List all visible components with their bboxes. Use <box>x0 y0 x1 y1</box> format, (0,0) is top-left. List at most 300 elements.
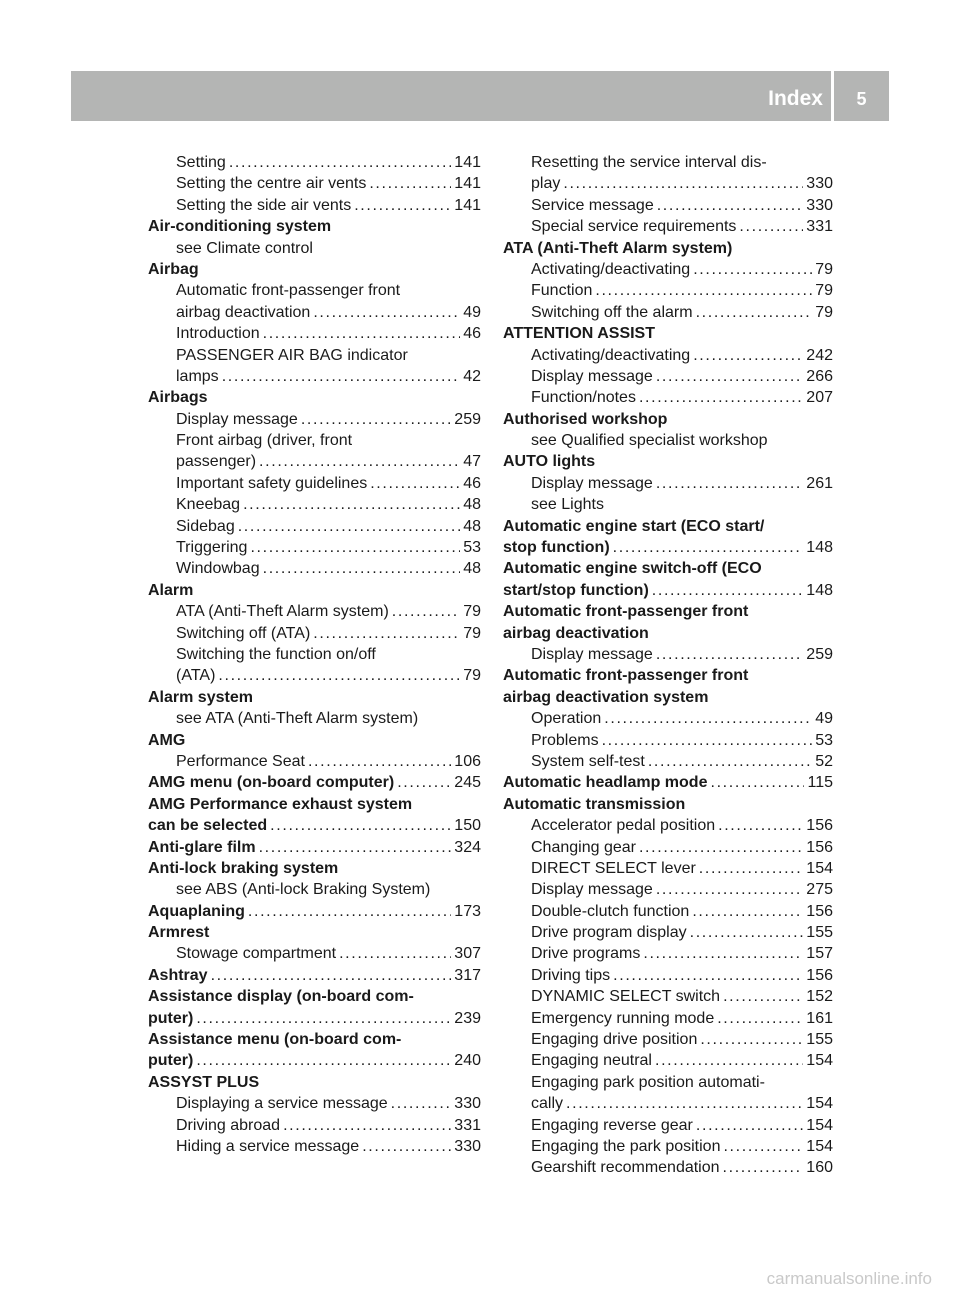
entry-label: Drive programs <box>531 945 641 963</box>
index-subentry <box>531 302 833 323</box>
entry-page-number: 79 <box>815 282 833 300</box>
index-subentry <box>531 366 833 387</box>
index-subentry <box>176 345 481 366</box>
index-subentry <box>531 173 833 194</box>
dot-leader <box>643 943 803 964</box>
index-subentry <box>531 644 833 665</box>
entry-page-number: 52 <box>815 752 833 770</box>
dot-leader <box>566 1093 803 1114</box>
index-subentry <box>531 195 833 216</box>
entry-page-number: 154 <box>806 1052 833 1070</box>
entry-label: Windowbag <box>176 560 260 578</box>
entry-page-number: 207 <box>806 389 833 407</box>
dot-leader <box>370 473 460 494</box>
entry-page-number: 46 <box>463 325 481 343</box>
index-subentry <box>531 259 833 280</box>
entry-label: Switching off the alarm <box>531 303 693 321</box>
index-entry <box>503 537 833 558</box>
index-subentry <box>176 623 481 644</box>
entry-page-number: 79 <box>815 260 833 278</box>
entry-page-number: 155 <box>806 1031 833 1049</box>
entry-label: Performance Seat <box>176 752 305 770</box>
entry-label: Automatic front-passenger front <box>503 667 749 685</box>
watermark: carmanualsonline.info <box>766 1269 932 1288</box>
dot-leader <box>259 837 452 858</box>
index-subentry <box>176 644 481 665</box>
entry-label: Ashtray <box>148 966 208 984</box>
entry-page-number: 141 <box>454 175 481 193</box>
entry-page-number: 53 <box>463 539 481 557</box>
dot-leader <box>283 1115 451 1136</box>
entry-label: Setting the centre air vents <box>176 175 367 193</box>
dot-leader <box>362 1136 451 1157</box>
dot-leader <box>718 815 803 836</box>
dot-leader <box>693 259 812 280</box>
index-subentry <box>531 387 833 408</box>
index-entry <box>148 259 481 280</box>
dot-leader <box>595 280 812 301</box>
entry-page-number: 48 <box>463 560 481 578</box>
index-subentry <box>176 173 481 194</box>
entry-label: airbag deactivation <box>176 303 311 321</box>
dot-leader <box>639 837 803 858</box>
dot-leader <box>339 943 451 964</box>
entry-label: Driving abroad <box>176 1116 281 1134</box>
entry-label: Switching off (ATA) <box>176 624 311 642</box>
entry-label: Airbag <box>148 260 199 278</box>
entry-label: ATA (Anti-Theft Alarm system) <box>503 239 733 257</box>
entry-page-number: 331 <box>454 1116 481 1134</box>
index-subentry <box>531 494 833 515</box>
dot-leader <box>656 879 803 900</box>
entry-page-number: 157 <box>806 945 833 963</box>
dot-leader <box>259 451 460 472</box>
entry-label: AUTO lights <box>503 453 596 471</box>
entry-page-number: 324 <box>454 838 481 856</box>
dot-leader <box>648 751 812 772</box>
index-subentry <box>531 430 833 451</box>
entry-label: see Qualified specialist workshop <box>531 432 768 450</box>
dot-leader <box>313 623 460 644</box>
dot-leader <box>723 1136 803 1157</box>
entry-page-number: 154 <box>806 1137 833 1155</box>
index-subentry <box>176 152 481 173</box>
index-subentry <box>176 879 481 900</box>
entry-label: see ATA (Anti-Theft Alarm system) <box>176 710 419 728</box>
entry-label: stop function) <box>503 539 610 557</box>
page-header <box>71 71 889 121</box>
entry-page-number: 161 <box>806 1009 833 1027</box>
entry-label: Alarm <box>148 581 194 599</box>
entry-label: Changing gear <box>531 838 636 856</box>
entry-page-number: 317 <box>454 966 481 984</box>
index-subentry <box>176 366 481 387</box>
dot-leader <box>693 345 803 366</box>
entry-page-number: 154 <box>806 1116 833 1134</box>
index-entry <box>503 772 833 793</box>
index-subentry <box>531 473 833 494</box>
entry-label: PASSENGER AIR BAG indicator <box>176 346 408 364</box>
entry-label: Stowage compartment <box>176 945 337 963</box>
dot-leader <box>196 1050 451 1071</box>
entry-page-number: 79 <box>463 624 481 642</box>
entry-label: airbag deactivation system <box>503 688 709 706</box>
dot-leader <box>196 1008 451 1029</box>
entry-label: Displaying a service message <box>176 1095 388 1113</box>
entry-page-number: 160 <box>806 1159 833 1177</box>
dot-leader <box>656 473 803 494</box>
index-entry <box>503 451 833 472</box>
entry-label: start/stop function) <box>503 581 649 599</box>
index-entry <box>503 601 833 622</box>
entry-label: Aquaplaning <box>148 902 245 920</box>
page-number: 5 <box>856 89 867 109</box>
entry-label: Activating/deactivating <box>531 346 691 364</box>
entry-label: Engaging the park position <box>531 1137 721 1155</box>
entry-label: Driving tips <box>531 966 611 984</box>
index-subentry <box>531 858 833 879</box>
dot-leader <box>690 922 804 943</box>
index-subentry <box>176 751 481 772</box>
index-entry <box>148 387 481 408</box>
entry-page-number: 266 <box>806 367 833 385</box>
index-entry <box>503 580 833 601</box>
dot-leader <box>369 173 451 194</box>
entry-label: Setting <box>176 154 226 171</box>
index-entry <box>503 409 833 430</box>
entry-label: puter) <box>148 1009 194 1027</box>
entry-label: Service message <box>531 196 654 214</box>
entry-label: Double-clutch function <box>531 902 690 920</box>
index-subentry <box>176 473 481 494</box>
index-column-left <box>148 152 481 1157</box>
entry-label: Automatic front-passenger front <box>176 282 401 300</box>
index-entry <box>148 772 481 793</box>
dot-leader <box>301 409 451 430</box>
entry-label: DYNAMIC SELECT switch <box>531 988 721 1006</box>
entry-label: Introduction <box>176 325 260 343</box>
entry-label: Hiding a service message <box>176 1137 360 1155</box>
dot-leader <box>696 302 813 323</box>
entry-page-number: 79 <box>815 303 833 321</box>
dot-leader <box>250 537 460 558</box>
entry-label: AMG Performance exhaust system <box>148 795 413 813</box>
dot-leader <box>723 986 803 1007</box>
entry-label: Accelerator pedal position <box>531 817 716 835</box>
entry-label: Function <box>531 282 593 300</box>
index-subentry <box>531 815 833 836</box>
index-subentry <box>531 1157 833 1178</box>
entry-label: Assistance menu (on-board com- <box>148 1031 402 1049</box>
dot-leader <box>656 644 803 665</box>
index-entry <box>503 516 833 537</box>
entry-label: Automatic front-passenger front <box>503 603 749 621</box>
entry-label: Special service requirements <box>531 218 737 236</box>
entry-page-number: 150 <box>454 817 481 835</box>
index-entry <box>148 965 481 986</box>
index-entry <box>148 922 481 943</box>
dot-leader <box>218 665 460 686</box>
entry-label: Armrest <box>148 924 210 942</box>
entry-label: Engaging neutral <box>531 1052 652 1070</box>
entry-page-number: 42 <box>463 367 481 385</box>
entry-label: puter) <box>148 1052 194 1070</box>
entry-label: Authorised workshop <box>503 410 668 428</box>
entry-label: lamps <box>176 367 219 385</box>
entry-label: Engaging park position automati- <box>531 1073 765 1091</box>
entry-label: Airbags <box>148 389 208 407</box>
dot-leader <box>604 708 812 729</box>
dot-leader <box>563 173 803 194</box>
index-entry <box>148 901 481 922</box>
entry-page-number: 240 <box>454 1052 481 1070</box>
index-subentry <box>176 537 481 558</box>
dot-leader <box>652 580 804 601</box>
index-entry <box>503 665 833 686</box>
entry-label: Switching the function on/off <box>176 645 376 663</box>
entry-label: ASSYST PLUS <box>148 1073 260 1091</box>
entry-page-number: 79 <box>463 667 481 685</box>
dot-leader <box>222 366 461 387</box>
index-subentry <box>176 943 481 964</box>
entry-page-number: 245 <box>454 774 481 792</box>
index-entry <box>503 558 833 579</box>
entry-label: Drive program display <box>531 924 687 942</box>
entry-label: cally <box>531 1095 564 1113</box>
entry-label: AMG menu (on-board computer) <box>148 774 395 792</box>
index-subentry <box>531 280 833 301</box>
entry-label: Sidebag <box>176 517 235 535</box>
dot-leader <box>391 1093 452 1114</box>
entry-page-number: 48 <box>463 517 481 535</box>
entry-label: see Climate control <box>176 239 313 257</box>
entry-page-number: 115 <box>807 774 833 792</box>
dot-leader <box>739 216 803 237</box>
index-subentry <box>531 837 833 858</box>
index-entry <box>148 1029 481 1050</box>
entry-label: Automatic transmission <box>503 795 686 813</box>
entry-label: passenger) <box>176 453 257 471</box>
entry-page-number: 152 <box>806 988 833 1006</box>
entry-page-number: 141 <box>454 196 481 214</box>
entry-page-number: 330 <box>454 1137 481 1155</box>
index-subentry <box>176 238 481 259</box>
index-subentry <box>531 1093 833 1114</box>
dot-leader <box>656 366 803 387</box>
entry-page-number: 154 <box>806 1095 833 1113</box>
dot-leader <box>639 387 803 408</box>
entry-page-number: 48 <box>463 496 481 514</box>
entry-label: Front airbag (driver, front <box>176 432 353 450</box>
index-subentry <box>176 494 481 515</box>
entry-page-number: 156 <box>806 966 833 984</box>
entry-page-number: 148 <box>806 581 833 599</box>
dot-leader <box>238 516 460 537</box>
index-entry <box>148 580 481 601</box>
entry-label: Anti-glare film <box>148 838 256 856</box>
entry-label: Function/notes <box>531 389 636 407</box>
entry-label: Triggering <box>176 539 248 557</box>
index-entry <box>503 687 833 708</box>
entry-page-number: 141 <box>454 154 481 171</box>
entry-page-number: 239 <box>454 1009 481 1027</box>
dot-leader <box>613 965 803 986</box>
entry-label: Problems <box>531 731 599 749</box>
dot-leader <box>657 195 804 216</box>
index-subentry <box>176 1093 481 1114</box>
index-subentry <box>531 901 833 922</box>
entry-page-number: 259 <box>806 645 833 663</box>
index-subentry <box>176 195 481 216</box>
entry-label: Activating/deactivating <box>531 260 691 278</box>
entry-label: Automatic engine start (ECO start/ <box>503 517 765 535</box>
entry-page-number: 49 <box>815 710 833 728</box>
index-subentry <box>176 409 481 430</box>
dot-leader <box>243 494 460 515</box>
entry-label: (ATA) <box>176 667 216 685</box>
entry-label: Display message <box>531 367 653 385</box>
entry-page-number: 307 <box>454 945 481 963</box>
entry-label: play <box>531 175 561 193</box>
index-entry <box>148 837 481 858</box>
entry-label: ATA (Anti-Theft Alarm system) <box>176 603 389 621</box>
dot-leader <box>229 152 451 173</box>
entry-label: Air-conditioning system <box>148 218 332 236</box>
index-subentry <box>176 280 481 301</box>
index-subentry <box>531 1136 833 1157</box>
entry-page-number: 275 <box>806 881 833 899</box>
index-subentry <box>531 1008 833 1029</box>
section-title: Index <box>768 87 823 110</box>
index-entry <box>148 1050 481 1071</box>
dot-leader <box>263 323 461 344</box>
index-subentry <box>531 943 833 964</box>
entry-page-number: 330 <box>806 175 833 193</box>
dot-leader <box>602 730 813 751</box>
dot-leader <box>700 1029 803 1050</box>
entry-page-number: 79 <box>463 603 481 621</box>
index-subentry <box>176 558 481 579</box>
entry-page-number: 330 <box>806 196 833 214</box>
index-subentry <box>531 751 833 772</box>
dot-leader <box>270 815 451 836</box>
index-subentry <box>531 345 833 366</box>
entry-label: can be selected <box>148 817 268 835</box>
dot-leader <box>717 1008 803 1029</box>
entry-page-number: 156 <box>806 902 833 920</box>
index-subentry <box>176 601 481 622</box>
index-subentry <box>531 708 833 729</box>
dot-leader <box>613 537 804 558</box>
entry-page-number: 46 <box>463 474 481 492</box>
entry-label: see Lights <box>531 496 604 514</box>
entry-label: ATTENTION ASSIST <box>503 325 655 343</box>
dot-leader <box>397 772 451 793</box>
entry-label: System self-test <box>531 752 645 770</box>
entry-label: Engaging drive position <box>531 1031 698 1049</box>
entry-label: Display message <box>531 881 653 899</box>
index-subentry <box>531 1050 833 1071</box>
index-entry <box>148 1072 481 1093</box>
index-subentry <box>531 965 833 986</box>
index-subentry <box>531 216 833 237</box>
entry-label: Assistance display (on-board com- <box>148 988 414 1006</box>
entry-label: Setting the side air vents <box>176 196 352 214</box>
index-subentry <box>176 430 481 451</box>
index-entry <box>503 323 833 344</box>
entry-label: Display message <box>531 645 653 663</box>
dot-leader <box>696 1115 803 1136</box>
entry-label: Resetting the service interval dis- <box>531 154 767 171</box>
index-entry <box>503 623 833 644</box>
index-subentry <box>176 302 481 323</box>
entry-page-number: 49 <box>463 303 481 321</box>
index-subentry <box>176 451 481 472</box>
dot-leader <box>723 1157 804 1178</box>
entry-page-number: 155 <box>806 924 833 942</box>
index-subentry <box>531 879 833 900</box>
index-entry <box>503 238 833 259</box>
entry-page-number: 331 <box>806 218 833 236</box>
dot-leader <box>313 302 460 323</box>
entry-page-number: 154 <box>806 859 833 877</box>
entry-label: Engaging reverse gear <box>531 1116 693 1134</box>
index-entry <box>148 858 481 879</box>
index-entry <box>148 730 481 751</box>
index-subentry <box>176 1115 481 1136</box>
index-subentry <box>176 516 481 537</box>
entry-label: Gearshift recommendation <box>531 1159 720 1177</box>
index-entry <box>503 794 833 815</box>
entry-page-number: 156 <box>806 817 833 835</box>
dot-leader <box>655 1050 803 1071</box>
index-subentry <box>531 152 833 173</box>
index-subentry <box>531 1072 833 1093</box>
entry-label: Operation <box>531 710 602 728</box>
index-entry <box>148 216 481 237</box>
index-subentry <box>531 922 833 943</box>
entry-label: Automatic engine switch-off (ECO <box>503 560 762 578</box>
entry-label: Emergency running mode <box>531 1009 715 1027</box>
dot-leader <box>699 858 804 879</box>
entry-label: AMG <box>148 731 186 749</box>
index-entry <box>148 1008 481 1029</box>
index-entry <box>148 794 481 815</box>
dot-leader <box>710 772 804 793</box>
dot-leader <box>211 965 452 986</box>
index-entry <box>148 986 481 1007</box>
entry-label: Display message <box>531 474 653 492</box>
dot-leader <box>263 558 461 579</box>
entry-page-number: 173 <box>454 902 481 920</box>
dot-leader <box>354 195 451 216</box>
dot-leader <box>392 601 460 622</box>
index-subentry <box>531 1115 833 1136</box>
entry-page-number: 53 <box>815 731 833 749</box>
entry-page-number: 259 <box>454 410 481 428</box>
entry-label: airbag deactivation <box>503 624 649 642</box>
entry-page-number: 261 <box>806 474 833 492</box>
entry-page-number: 156 <box>806 838 833 856</box>
entry-label: DIRECT SELECT lever <box>531 859 696 877</box>
entry-label: Anti-lock braking system <box>148 859 339 877</box>
dot-leader <box>692 901 803 922</box>
entry-label: Kneebag <box>176 496 241 514</box>
index-entry <box>148 815 481 836</box>
dot-leader <box>248 901 451 922</box>
entry-page-number: 47 <box>463 453 481 471</box>
index-subentry <box>531 1029 833 1050</box>
